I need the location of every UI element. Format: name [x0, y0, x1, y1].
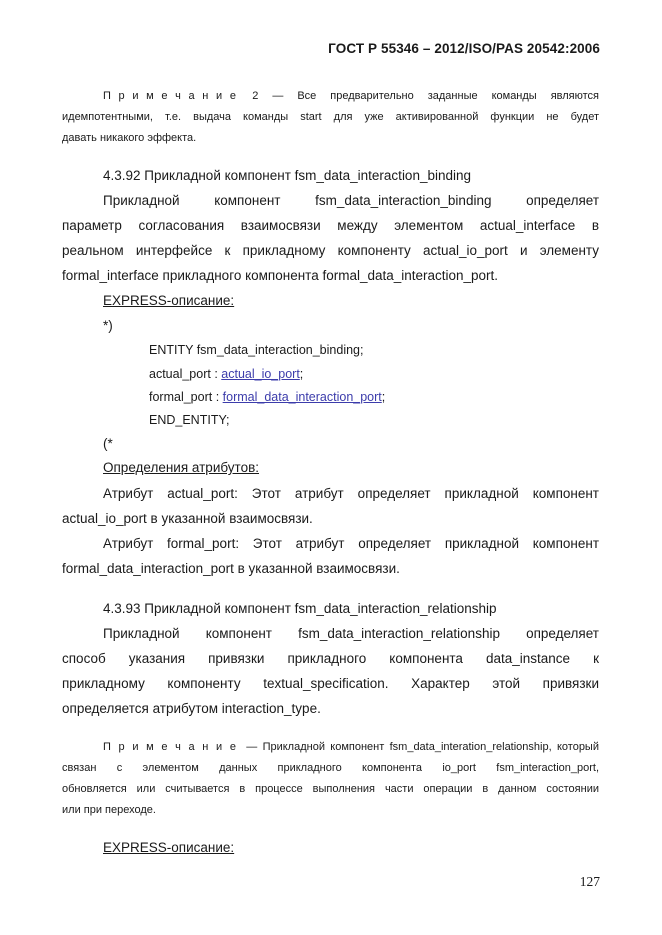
attribute-definition-line: actual_io_port в указанной взаимосвязи.	[62, 511, 313, 526]
note-text: — Прикладной компонент fsm_data_interation_relationship, который	[246, 741, 599, 753]
attribute-definition-line: Атрибут actual_port: Этот атрибут определяет прикладной компонент	[103, 486, 599, 501]
note-text: 2 — Все предварительно заданные команды являются	[252, 90, 599, 102]
paragraph-line: параметр согласования взаимосвязи между элементом actual_interface в	[62, 218, 599, 233]
actual-io-port-link[interactable]: actual_io_port	[221, 367, 300, 381]
code-comment-open: (*	[103, 436, 113, 451]
note-1-line-3: давать никакого эффекта.	[62, 132, 197, 144]
code-attribute-actual	[149, 367, 303, 381]
note-label: П р и м е ч а н и е	[103, 90, 239, 102]
code-semicolon: ;	[299, 367, 304, 381]
note-2-line-2: связан с элементом данных прикладного компонента io_port fsm_interaction_port,	[62, 762, 599, 774]
code-semicolon: ;	[381, 390, 386, 404]
section-heading-4-3-93: 4.3.93 Прикладной компонент fsm_data_interaction_relationship	[103, 601, 497, 616]
paragraph-line: formal_interface прикладного компонента formal_data_interaction_port.	[62, 268, 499, 283]
code-entity: ENTITY fsm_data_interaction_binding;	[149, 343, 364, 357]
paragraph-line: Прикладной компонент fsm_data_interaction_binding определяет	[103, 193, 599, 208]
paragraph-line: прикладному компоненту textual_specification. Характер этой привязки	[62, 676, 599, 691]
code-attribute-formal	[149, 390, 385, 404]
note-2-line-3: обновляется или считывается в процессе выполнения части операции в данном состоянии	[62, 783, 599, 795]
formal-data-interaction-port-link[interactable]: formal_data_interaction_port	[222, 390, 382, 404]
paragraph-line: определяется атрибутом interaction_type.	[62, 701, 321, 716]
express-label: EXPRESS-описание:	[103, 840, 235, 855]
express-label: EXPRESS-описание:	[103, 293, 235, 308]
paragraph-line: реальном интерфейсе к прикладному компоненту actual_io_port и элементу	[62, 243, 599, 258]
code-attr-name: formal_port :	[149, 390, 223, 404]
paragraph-line: способ указания привязки прикладного компонента data_instance к	[62, 651, 599, 666]
code-end-entity: END_ENTITY;	[149, 413, 230, 427]
note-2-line-1	[103, 737, 599, 758]
note-2-line-4: или при переходе.	[62, 804, 156, 816]
attribute-definition-line: Атрибут formal_port: Этот атрибут определяет прикладной компонент	[103, 536, 599, 551]
code-comment-close: *)	[103, 318, 113, 333]
note-1-line-2: идемпотентными, т.е. выдача команды start для уже активированной функции не будет	[62, 111, 599, 123]
attribute-definition-line: formal_data_interaction_port в указанной взаимосвязи.	[62, 561, 400, 576]
note-label: П р и м е ч а н и е	[103, 741, 239, 753]
page-number: 127	[579, 874, 600, 889]
paragraph-line: Прикладной компонент fsm_data_interaction_relationship определяет	[103, 626, 599, 641]
document-header: ГОСТ Р 55346 – 2012/ISO/PAS 20542:2006	[328, 41, 600, 56]
section-heading-4-3-92: 4.3.92 Прикладной компонент fsm_data_interaction_binding	[103, 168, 472, 183]
note-1-line-1	[103, 86, 599, 107]
attributes-label: Определения атрибутов:	[103, 460, 260, 475]
code-attr-name: actual_port :	[149, 367, 222, 381]
